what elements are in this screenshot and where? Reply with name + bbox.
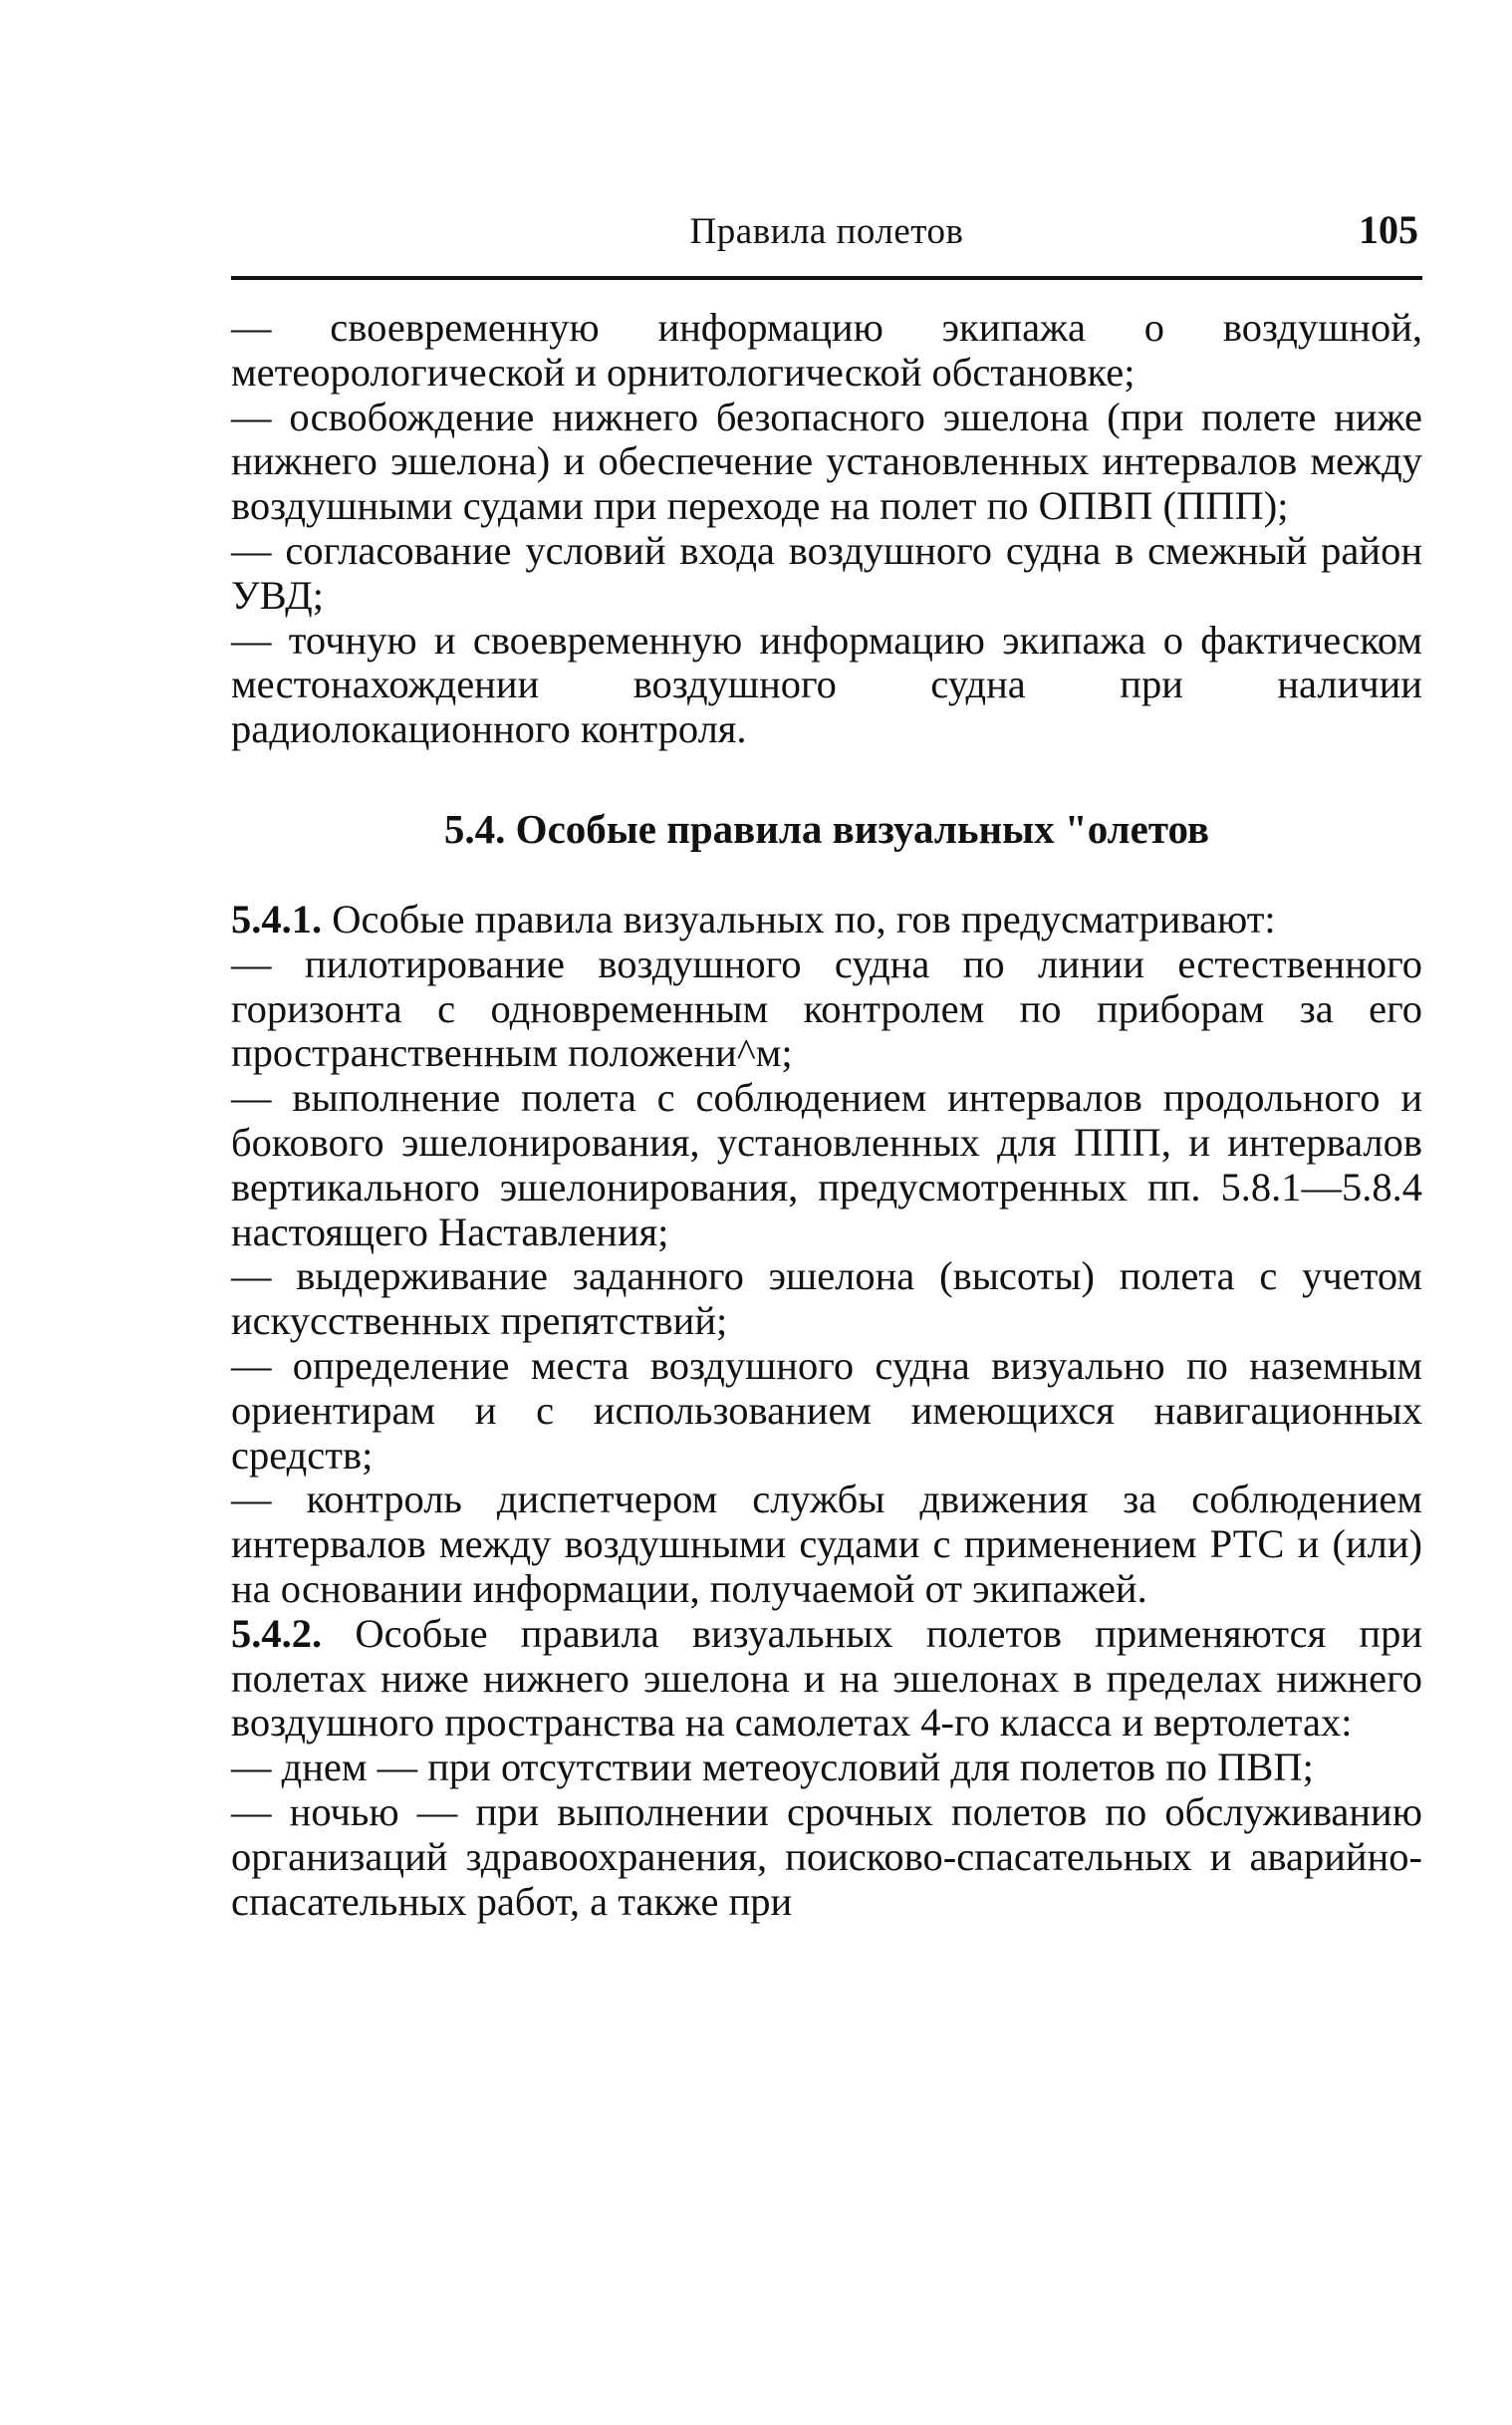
clause-number: 5.4.2. — [231, 1610, 323, 1656]
clause-lead-text: Особые правила визуальных полетов применяются при полетах ниже нижнего эшелона и на эшелонах в пределах нижнего воздушного пространства на самолетах 4-го класса и вертолетах: — [231, 1610, 1422, 1746]
intro-list — [231, 306, 1422, 752]
list-item: — определение места воздушного судна визуально по наземным ориентирам и с использованием имеющихся навигационных средств; — [231, 1342, 1422, 1478]
clause-5-4-2 — [231, 1612, 1422, 1925]
page-number: 105 — [1359, 207, 1418, 252]
list-item: — выполнение полета с соблюдением интервалов продольного и бокового эшелонирования, установленных для ППП, и интервалов вертикального эшелонирования, предусмотренных пп. 5.8.1—5.8.4 настоящего Наставления; — [231, 1075, 1422, 1254]
running-title: Правила полетов — [689, 211, 964, 252]
list-item: — выдерживание заданного эшелона (высоты) полета с учетом искусственных препятствий; — [231, 1253, 1422, 1344]
list-item: — ночью — при выполнении срочных полетов по обслуживанию организаций здравоохранения, поисково-спасательных и аварийно-спасательных работ, а также при — [231, 1788, 1422, 1924]
clause-lead-text: Особые правила визуальных по, гов предусматривают: — [322, 896, 1276, 942]
clause-number: 5.4.1. — [231, 896, 323, 942]
list-item: — своевременную информацию экипажа о воздушной, метеорологической и орнитологической обстановке; — [231, 305, 1422, 395]
section-heading: 5.4. Особые правила визуальных "олетов — [443, 805, 1210, 852]
list-item: — освобождение нижнего безопасного эшелона (при полете ниже нижнего эшелона) и обеспечение установленных интервалов между воздушными судами при переходе на полет по ОПВП (ППП); — [231, 394, 1422, 529]
clause-lead — [231, 898, 1422, 943]
list-item: — днем — при отсутствии метеоусловий для полетов по ПВП; — [231, 1745, 1314, 1790]
list-item: — точную и своевременную информацию экипажа о фактическом местонахождении воздушного судна при наличии радиолокационного контроля. — [231, 617, 1422, 752]
header-rule — [231, 276, 1422, 280]
list-item: — согласование условий входа воздушного судна в смежный район УВД; — [231, 527, 1422, 618]
list-item: — контроль диспетчером службы движения за соблюдением интервалов между воздушными судами с применением РТС и (или) на основании информации, получаемой от экипажей. — [231, 1477, 1422, 1611]
list-item: — пилотирование воздушного судна по линии естественного горизонта с одновременным контролем по приборам за его пространственным положени^м; — [231, 941, 1422, 1076]
running-header — [231, 204, 1422, 262]
clause-5-4-1 — [231, 898, 1422, 1612]
clause-lead — [231, 1612, 1422, 1746]
book-page — [231, 204, 1422, 1924]
